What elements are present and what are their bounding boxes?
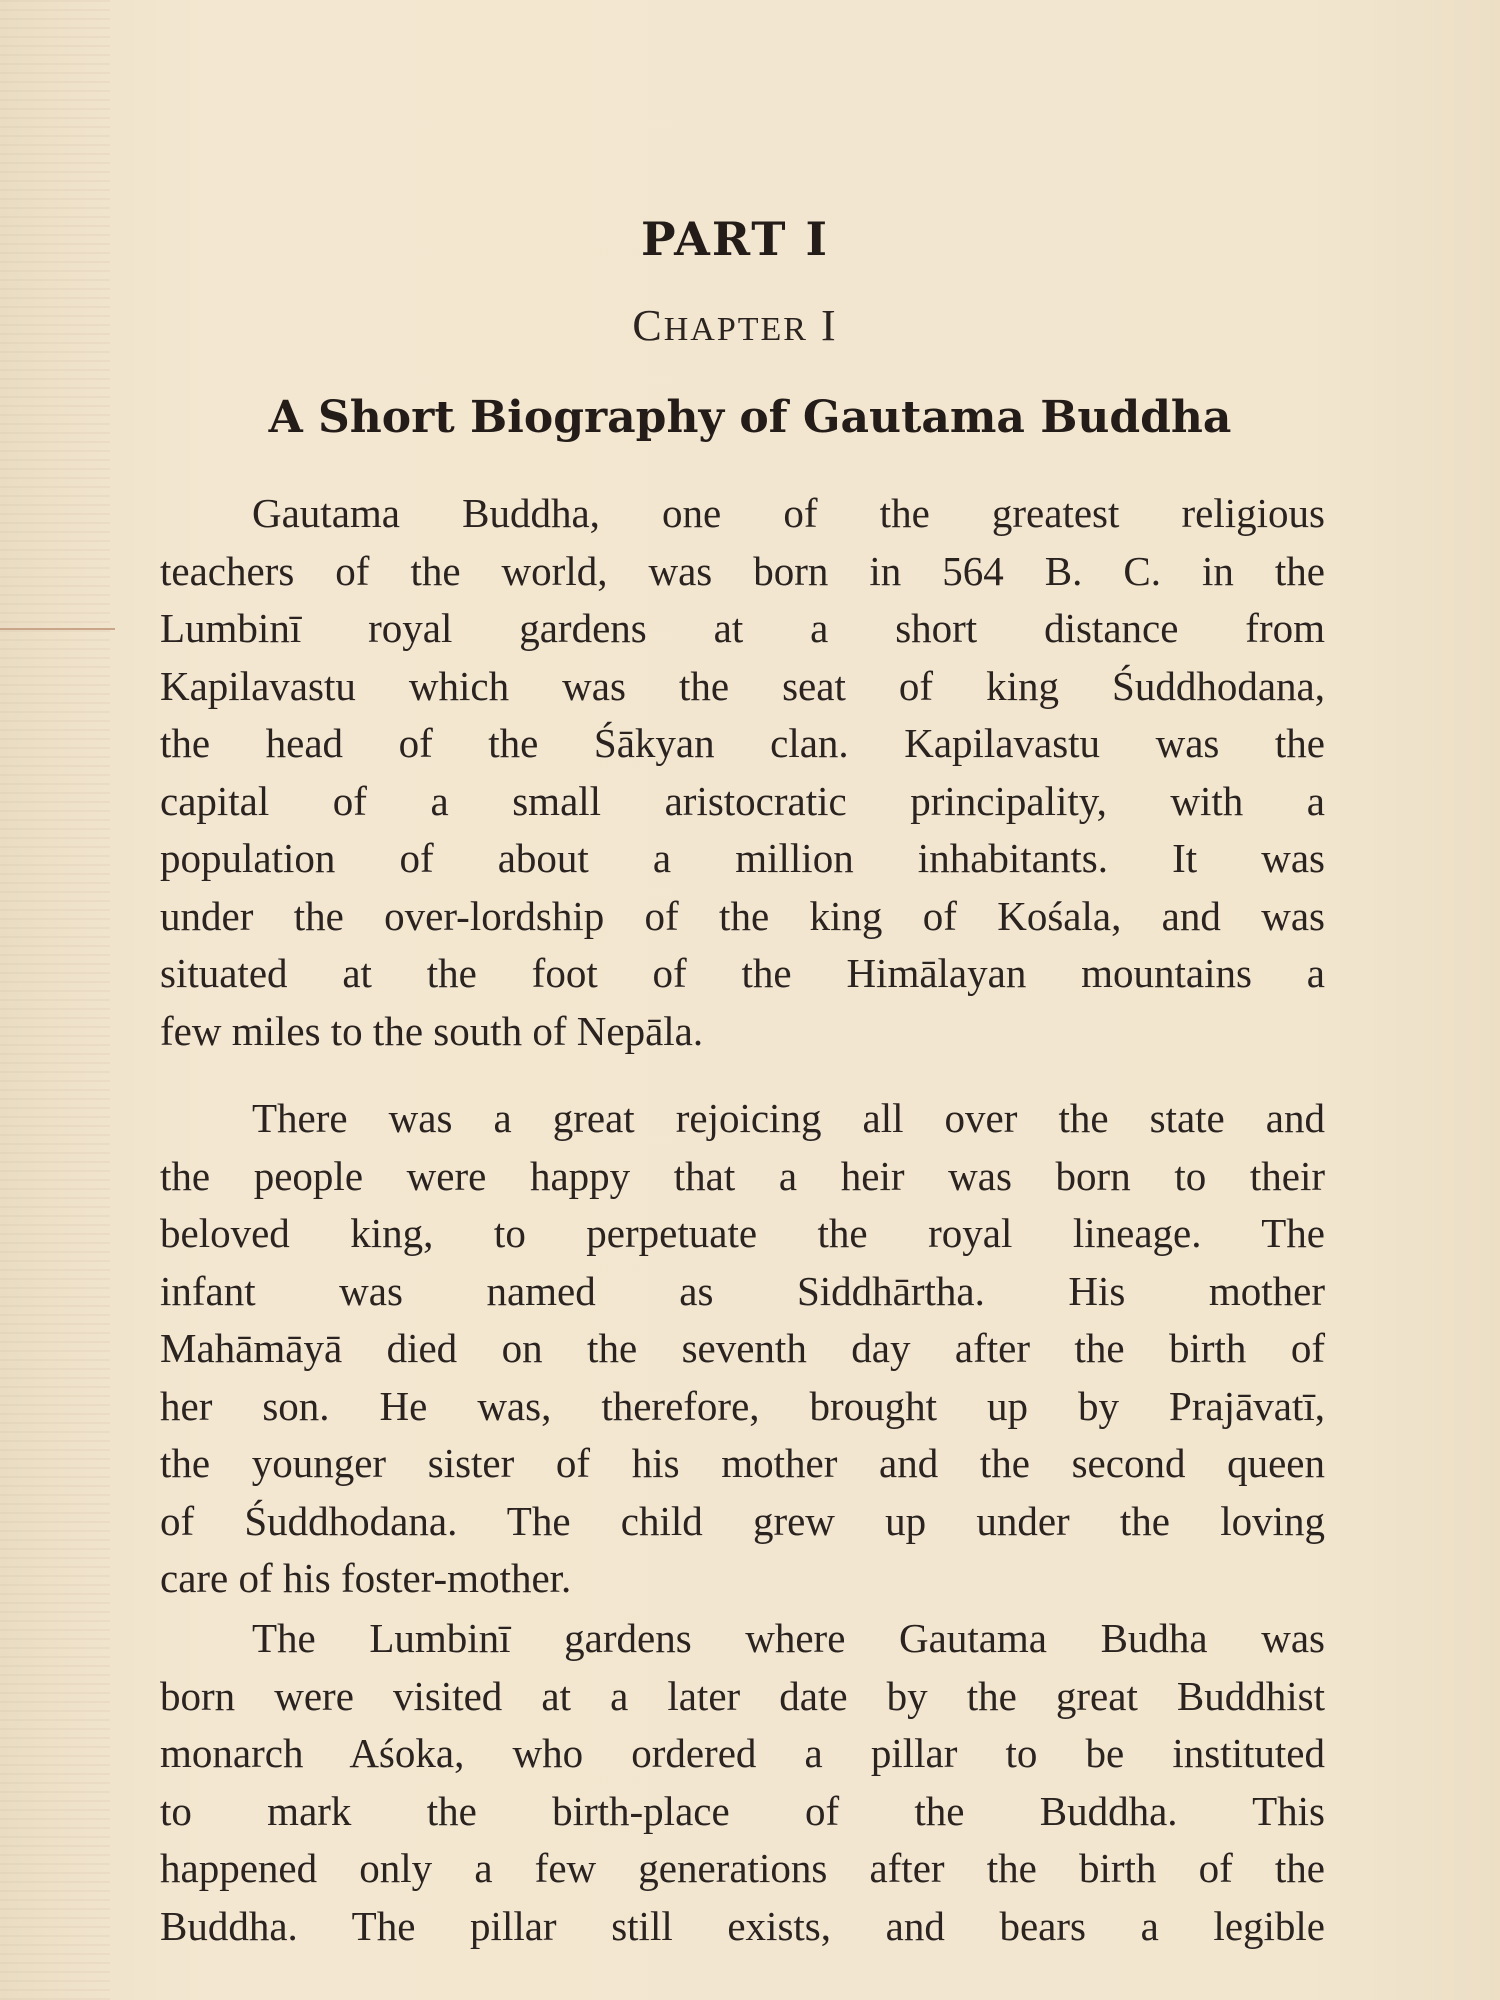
text-line: infant was named as Siddhārtha. His mother xyxy=(160,1267,1325,1314)
text-line: to mark the birth-place of the Buddha. This xyxy=(160,1787,1325,1834)
text-line: capital of a small aristocratic principality, with a xyxy=(160,777,1325,824)
text-line: born were visited at a later date by the great Buddhist xyxy=(160,1672,1325,1719)
text-line: the people were happy that a heir was born to their xyxy=(160,1152,1325,1199)
text-line: Lumbinī royal gardens at a short distance from xyxy=(160,605,1325,651)
text-line: teachers of the world, was born in 564 B. C. in the xyxy=(160,547,1325,594)
chapter-heading: A Short Biography of Gautama Buddha xyxy=(268,392,1232,443)
text-line: happened only a few generations after the birth of the xyxy=(160,1845,1325,1891)
text-line: the head of the Śākyan clan. Kapilavastu was the xyxy=(160,720,1325,766)
text-line: population of about a million inhabitants. It was xyxy=(160,835,1325,881)
text-line: few miles to the south of Nepāla. xyxy=(160,1007,704,1054)
text-line: Gautama Buddha, one of the greatest religious xyxy=(252,490,1325,536)
text-line: Kapilavastu which was the seat of king Śuddhodana, xyxy=(160,662,1325,709)
text-line: situated at the foot of the Himālayan mountains a xyxy=(160,950,1325,996)
text-line: her son. He was, therefore, brought up by Prajāvatī, xyxy=(160,1382,1325,1429)
paragraph-3 xyxy=(160,1610,1325,1955)
text-line: the younger sister of his mother and the second queen xyxy=(160,1440,1325,1486)
chapter-title-smallcaps: HAPTER xyxy=(663,311,808,348)
chapter-title-number: I xyxy=(820,301,838,350)
chapter-title xyxy=(0,300,1470,351)
text-line: of Śuddhodana. The child grew up under the loving xyxy=(160,1497,1325,1544)
text-line: Mahāmāyā died on the seventh day after the birth of xyxy=(160,1325,1325,1371)
text-line: beloved king, to perpetuate the royal lineage. The xyxy=(160,1210,1325,1256)
paragraph-2 xyxy=(160,1090,1325,1608)
text-line: care of his foster-mother. xyxy=(160,1555,572,1601)
chapter-title-initial: C xyxy=(632,301,664,350)
text-line: monarch Aśoka, who ordered a pillar to be instituted xyxy=(160,1730,1325,1776)
margin-mark xyxy=(0,628,115,630)
paragraph-1 xyxy=(160,485,1325,1060)
part-title: PART I xyxy=(640,212,830,266)
text-line: The Lumbinī gardens where Gautama Budha was xyxy=(252,1615,1325,1661)
text-line: There was a great rejoicing all over the state and xyxy=(252,1095,1325,1141)
text-line: under the over-lordship of the king of Kośala, and was xyxy=(160,892,1325,939)
text-line: Buddha. The pillar still exists, and bears a legible xyxy=(160,1902,1325,1949)
